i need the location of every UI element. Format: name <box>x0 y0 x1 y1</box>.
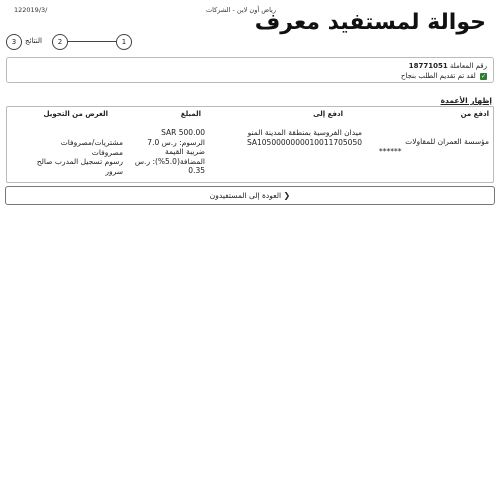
check-icon: ✓ <box>480 72 487 80</box>
page-title: حوالة لمستفيد معرف <box>254 10 486 35</box>
from-cell <box>379 137 489 156</box>
amount-cell <box>125 128 205 176</box>
fees-value: الرسوم: ر.س 7.0 <box>147 137 205 147</box>
purpose-cell <box>5 138 123 176</box>
purpose-line-2: مصروفات <box>91 147 123 157</box>
header-to: ادفع إلى <box>313 110 343 118</box>
from-name: مؤسسة العمران للمقاولات <box>405 137 489 146</box>
success-alert <box>6 57 494 83</box>
header-from: ادفع من <box>460 110 489 118</box>
step-indicator <box>6 34 136 50</box>
header-purpose: الغرض من التحويل <box>43 110 108 118</box>
transaction-label: رقم المعاملة <box>449 62 487 70</box>
to-cell <box>212 128 362 147</box>
step-3-label: النتائج <box>25 37 42 45</box>
header-amount: المبلغ <box>180 110 201 118</box>
purpose-line-4: سرور <box>105 166 123 176</box>
from-account: ****** <box>379 146 402 156</box>
back-button-label: العودة إلى المستفيدون <box>209 191 282 200</box>
show-columns-link[interactable]: إظهار الأعمدة <box>440 96 492 105</box>
chevron-left-icon: ❮ <box>283 191 291 200</box>
back-to-beneficiaries-button[interactable] <box>5 186 495 205</box>
transaction-number: 18771051 <box>408 62 448 70</box>
step-connector <box>68 41 116 42</box>
to-iban: SA1050000000010011705050 <box>246 137 362 147</box>
success-message: لقد تم تقديم الطلب بنجاح <box>400 72 476 80</box>
purpose-line-1: مشتريات/مصروفات <box>60 138 123 147</box>
step-2-circle: 2 <box>52 34 68 50</box>
print-date: 122019/3/ <box>14 6 48 14</box>
purpose-line-3: رسوم تسجيل المدرب صالح <box>36 157 123 166</box>
vat-value: ضريبة القيمة المضافة(5.0%): ر.س 0.35 <box>134 147 205 175</box>
step-1-circle: 1 <box>116 34 132 50</box>
bank-name: رياض أون لاين - الشركات <box>206 6 276 14</box>
to-name: ميدان الفروسية بمنطقة المدينة المنو <box>247 128 362 137</box>
step-3-circle: 3 <box>6 34 22 50</box>
amount-value: SAR 500.00 <box>161 128 205 137</box>
transfer-details-table <box>6 106 494 183</box>
